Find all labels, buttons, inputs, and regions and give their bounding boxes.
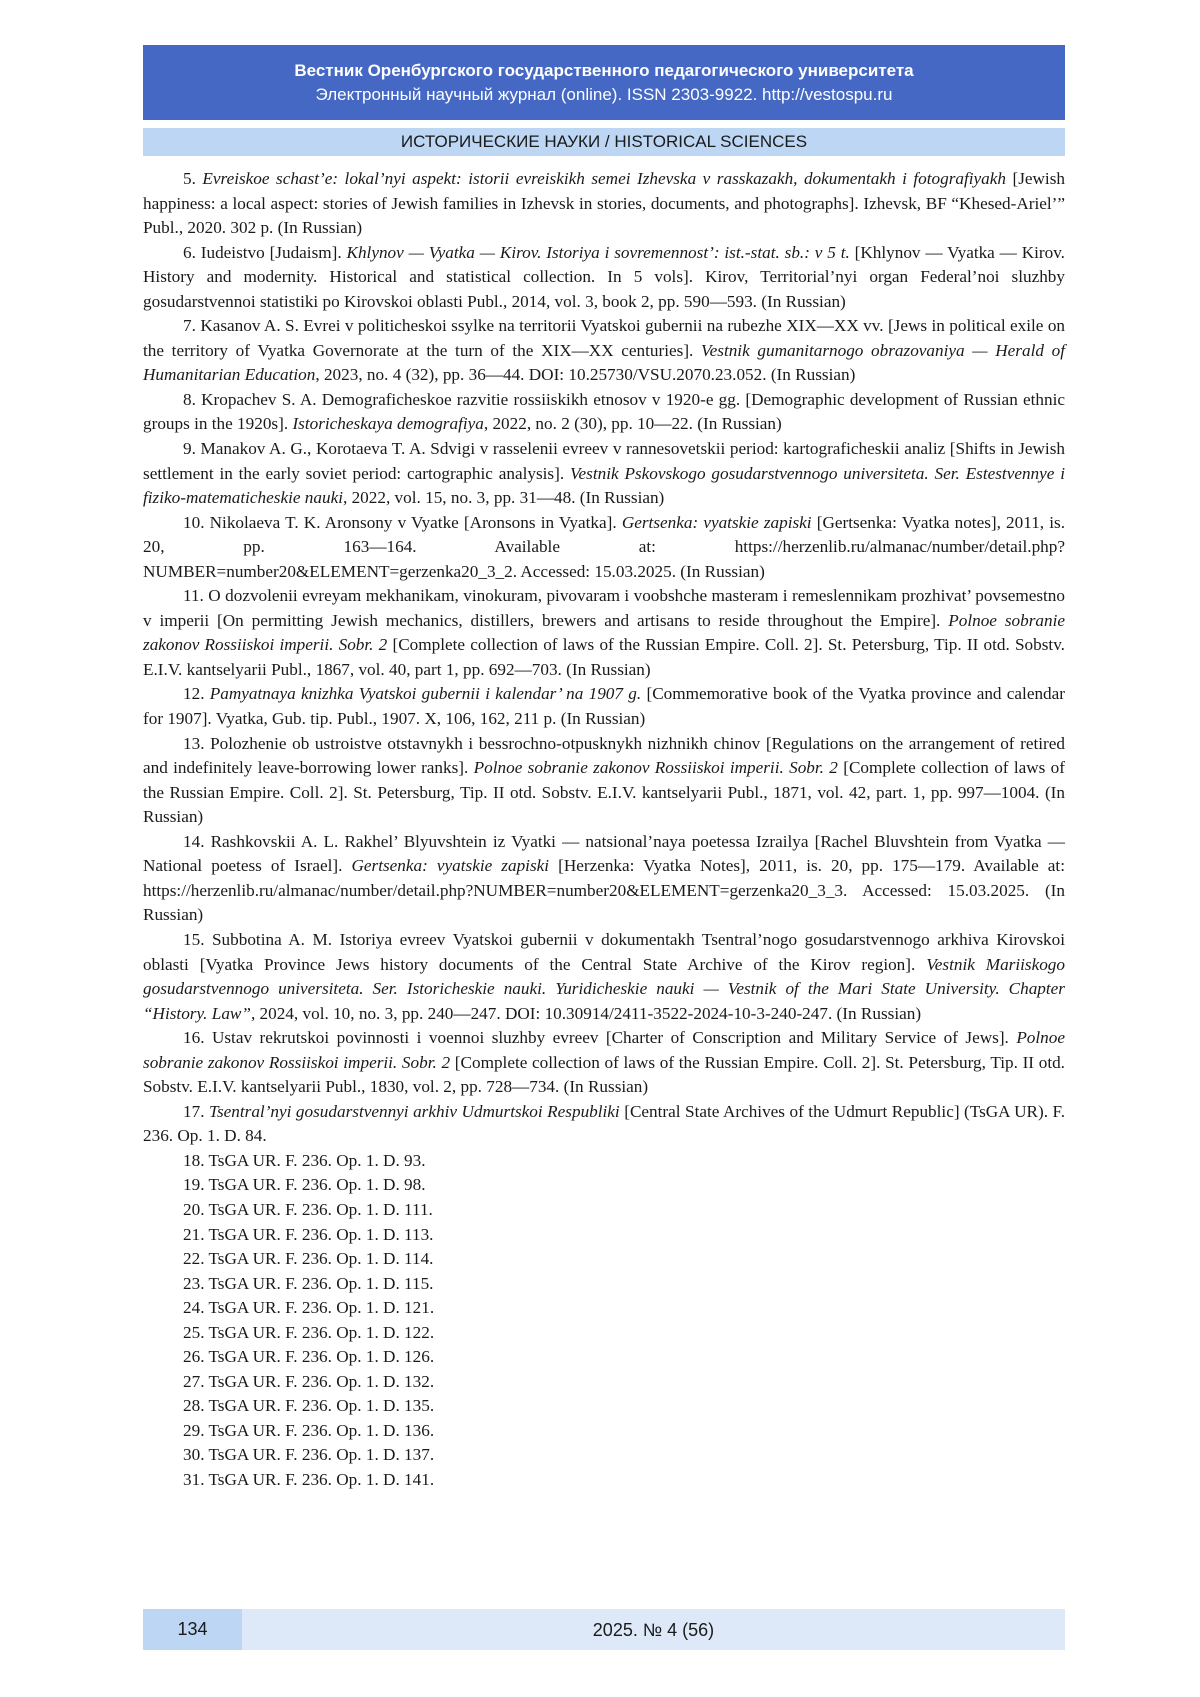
reference-item: 12. Pamyatnaya knizhka Vyatskoi gubernii i kalendar’ na 1907 g. [Commemorative book of the Vyatka province and calendar for 1907]. Vyatka, Gub. tip. Publ., 1907. X, 106, 162, 211 p. (In Russian) <box>143 684 1065 729</box>
reference-item: 18. TsGA UR. F. 236. Op. 1. D. 93. <box>183 1150 426 1170</box>
reference-item: 15. Subbotina A. M. Istoriya evreev Vyatskoi gubernii v dokumentakh Tsentral’nogo gosudarstvennogo arkhiva Kirovskoi oblasti [Vyatka Province Jews history documents of the Central State Archive of the Kirov region]. Vestnik Mariiskogo gosudarstvennogo universiteta. Ser. Istoricheskie nauki. Yuridicheskie nauki — Vestnik of the Mari State University. Chapter “History. Law”, 2024, vol. 10, no. 3, pp. 240—247. DOI: 10.30914/2411-3522-2024-10-3-240-247. (In Russian) <box>143 929 1065 1023</box>
reference-item: 28. TsGA UR. F. 236. Op. 1. D. 135. <box>183 1396 435 1416</box>
reference-item: 5. Evreiskoe schast’e: lokal’nyi aspekt: istorii evreiskikh semei Izhevska v rasskazakh, dokumentakh i fotografiyakh [Jewish happiness: a local aspect: stories of Jewish families in Izhevsk in stories, documents, and photographs]. Izhevsk, BF “Khesed-Ariel’” Publ., 2020. 302 p. (In Russian) <box>143 169 1065 238</box>
reference-item: 6. Iudeistvo [Judaism]. Khlynov — Vyatka — Kirov. Istoriya i sovremennost’: ist.-stat. sb.: v 5 t. [Khlynov — Vyatka — Kirov. History and modernity. Historical and statistical collection. In 5 vols]. Kirov, Territorial’nyi organ Federal’noi sluzhby gosudarstvennoi statistiki po Kirovskoi oblasti Publ., 2014, vol. 3, book 2, pp. 590—593. (In Russian) <box>143 242 1065 311</box>
reference-item: 31. TsGA UR. F. 236. Op. 1. D. 141. <box>183 1469 435 1489</box>
reference-item: 8. Kropachev S. A. Demograficheskoe razvitie rossiiskikh etnosov v 1920-e gg. [Demographic development of Russian ethnic groups in the 1920s]. Istoricheskaya demografiya, 2022, no. 2 (30), pp. 10—22. (In Russian) <box>143 389 1065 434</box>
reference-item: 13. Polozhenie ob ustroistve otstavnykh i bessrochno-otpusknykh nizhnikh chinov [Regulations on the arrangement of retired and indefinitely leave-borrowing lower ranks]. Polnoe sobranie zakonov Rossiiskoi imperii. Sobr. 2 [Complete collection of laws of the Russian Empire. Coll. 2]. St. Petersburg, Tip. II otd. Sobstv. E.I.V. kantselyarii Publ., 1871, vol. 42, part. 1, pp. 997—1004. (In Russian) <box>143 733 1065 827</box>
reference-item: 11. O dozvolenii evreyam mekhanikam, vinokuram, pivovaram i voobshche masteram i remeslennikam prozhivat’ povsemestno v imperii [On permitting Jewish mechanics, distillers, brewers and artisans to reside throughout the Empire]. Polnoe sobranie zakonov Rossiiskoi imperii. Sobr. 2 [Complete collection of laws of the Russian Empire. Coll. 2]. St. Petersburg, Tip. II otd. Sobstv. E.I.V. kantselyarii Publ., 1867, vol. 40, part 1, pp. 692—703. (In Russian) <box>143 586 1065 679</box>
reference-item: 24. TsGA UR. F. 236. Op. 1. D. 121. <box>183 1298 435 1318</box>
page-footer <box>143 1609 1065 1650</box>
reference-list <box>143 167 1065 1493</box>
section-title: ИСТОРИЧЕСКИЕ НАУКИ / HISTORICAL SCIENCES <box>143 128 1065 156</box>
reference-item: 7. Kasanov A. S. Evrei v politicheskoi ssylke na territorii Vyatskoi gubernii na rubezhe XIX—XX vv. [Jews in political exile on the territory of Vyatka Governorate at the turn of the XIX—XX centuries]. Vestnik gumanitarnogo obrazovaniya — Herald of Humanitarian Education, 2023, no. 4 (32), pp. 36—44. DOI: 10.25730/VSU.2070.23.052. (In Russian) <box>143 316 1066 385</box>
reference-item: 17. Tsentral’nyi gosudarstvennyi arkhiv Udmurtskoi Respubliki [Central State Archives of the Udmurt Republic] (TsGA UR). F. 236. Op. 1. D. 84. <box>143 1101 1066 1146</box>
reference-item: 9. Manakov A. G., Korotaeva T. A. Sdvigi v rasselenii evreev v rannesovetskii period: kartograficheskii analiz [Shifts in Jewish settlement in the early soviet period: cartographic analysis]. Vestnik Pskovskogo gosudarstvennogo universiteta. Ser. Estestvennye i fiziko-matematicheskie nauki, 2022, vol. 15, no. 3, pp. 31—48. (In Russian) <box>143 439 1065 508</box>
reference-item: 27. TsGA UR. F. 236. Op. 1. D. 132. <box>183 1371 435 1391</box>
page-number: 134 <box>143 1609 242 1650</box>
reference-item: 21. TsGA UR. F. 236. Op. 1. D. 113. <box>183 1224 434 1244</box>
journal-subtitle: Электронный научный журнал (online). ISSN 2303-9922. http://vestospu.ru <box>315 85 893 104</box>
journal-header <box>143 45 1065 120</box>
reference-item: 14. Rashkovskii A. L. Rakhel’ Blyuvshtein iz Vyatki — natsional’naya poetessa Izrailya [Rachel Bluvshtein from Vyatka — National poetess of Israel]. Gertsenka: vyatskie zapiski [Herzenka: Vyatka Notes], 2011, is. 20, pp. 175—179. Available at: https://herzenlib.ru/almanac/number/detail.php?NUMBER=number20&ELEMENT=gerzenka20_3_3. Accessed: 15.03.2025. (In Russian) <box>143 831 1065 925</box>
reference-item: 10. Nikolaeva T. K. Aronsony v Vyatke [Aronsons in Vyatka]. Gertsenka: vyatskie zapiski [Gertsenka: Vyatka notes], 2011, is. 20, pp. 163—164. Available at: https://herzenlib.ru/almanac/number/detail.php?NUMBER=number20&ELEMENT=gerzenka20_3_2. Accessed: 15.03.2025. (In Russian) <box>143 512 1066 581</box>
reference-item: 25. TsGA UR. F. 236. Op. 1. D. 122. <box>183 1322 435 1342</box>
reference-item: 16. Ustav rekrutskoi povinnosti i voennoi sluzhby evreev [Charter of Conscription and Military Service of Jews]. Polnoe sobranie zakonov Rossiiskoi imperii. Sobr. 2 [Complete collection of laws of the Russian Empire. Coll. 2]. St. Petersburg, Tip. II otd. Sobstv. E.I.V. kantselyarii Publ., 1830, vol. 2, pp. 728—734. (In Russian) <box>143 1028 1065 1097</box>
reference-item: 22. TsGA UR. F. 236. Op. 1. D. 114. <box>183 1249 434 1269</box>
reference-item: 20. TsGA UR. F. 236. Op. 1. D. 111. <box>183 1199 433 1219</box>
reference-item: 26. TsGA UR. F. 236. Op. 1. D. 126. <box>183 1347 435 1367</box>
reference-item: 30. TsGA UR. F. 236. Op. 1. D. 137. <box>183 1445 435 1465</box>
journal-title: Вестник Оренбургского государственного педагогического университета <box>294 61 914 80</box>
reference-item: 29. TsGA UR. F. 236. Op. 1. D. 136. <box>183 1420 435 1440</box>
issue-number: 2025. № 4 (56) <box>592 1620 715 1640</box>
reference-item: 23. TsGA UR. F. 236. Op. 1. D. 115. <box>183 1273 434 1293</box>
reference-item: 19. TsGA UR. F. 236. Op. 1. D. 98. <box>183 1175 426 1195</box>
